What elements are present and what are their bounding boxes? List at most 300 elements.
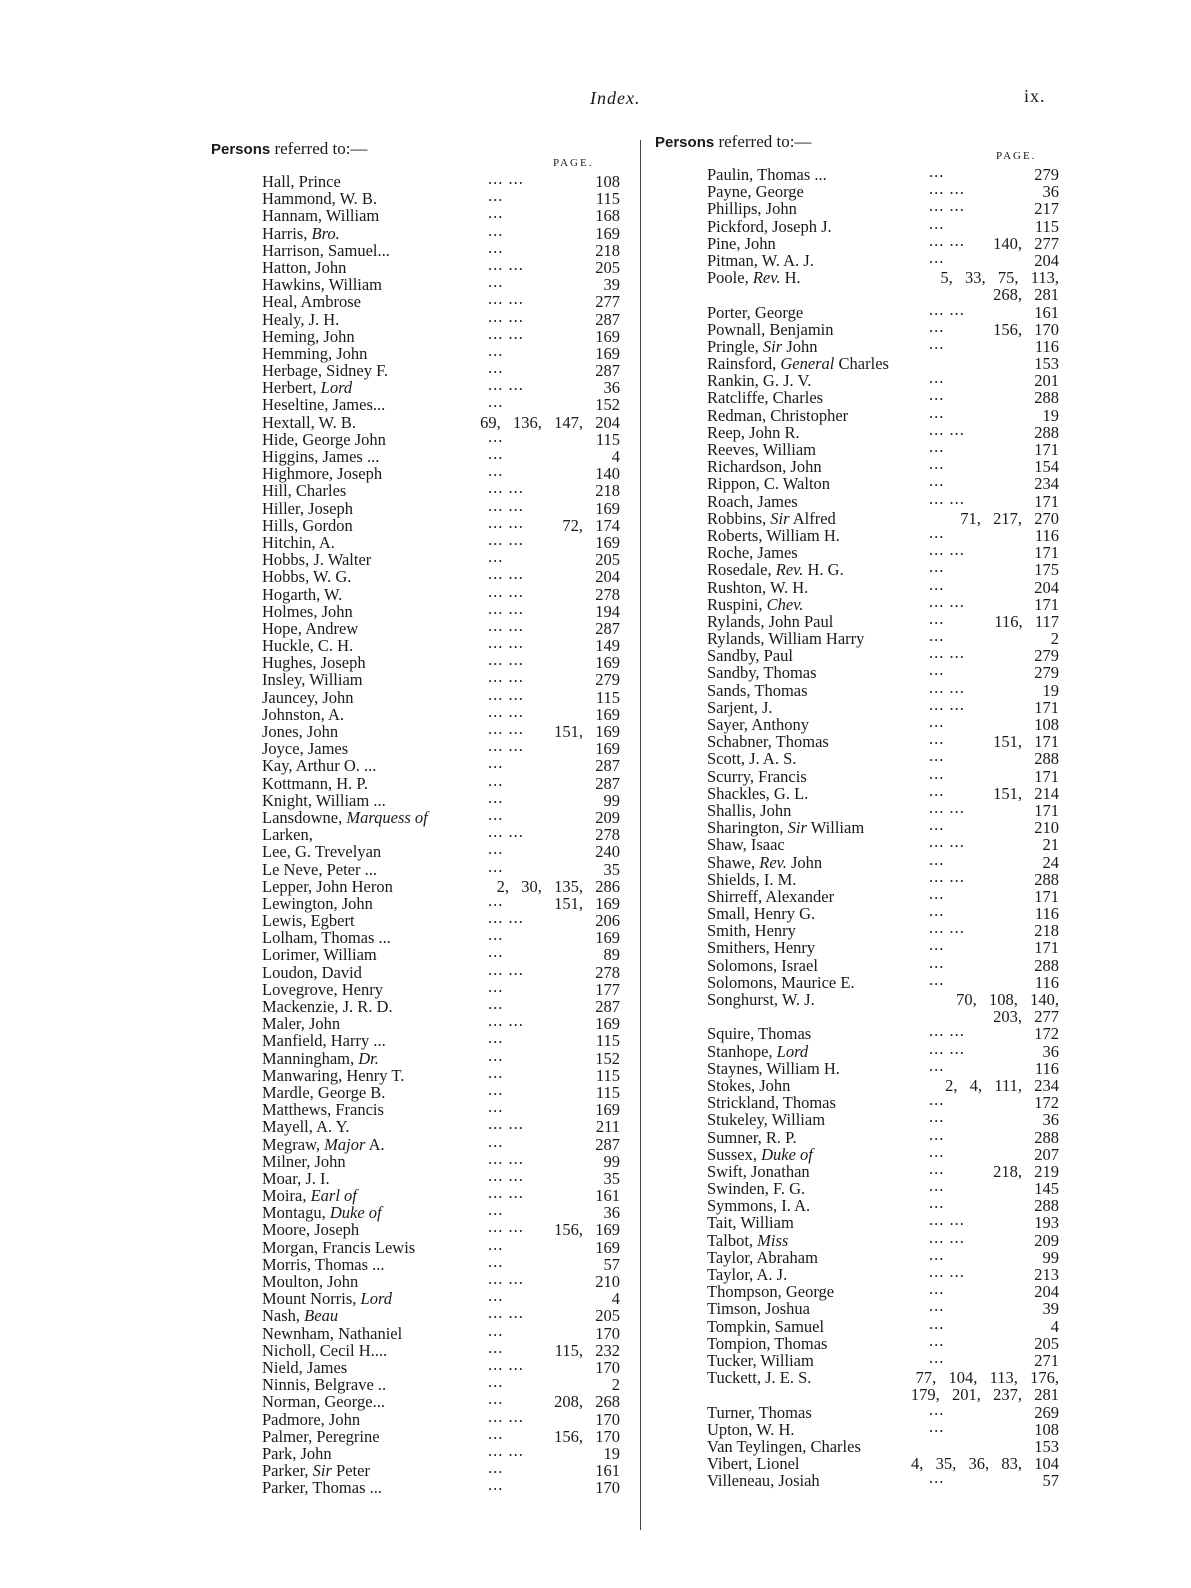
index-entry bbox=[707, 1279, 1059, 1302]
page-references: 171 bbox=[1034, 543, 1059, 563]
entry-title: Lord bbox=[360, 1289, 393, 1309]
page-references: 204 bbox=[1034, 577, 1059, 597]
page-references: 218 bbox=[595, 240, 620, 260]
entry-name: Tucker, William bbox=[707, 1350, 814, 1370]
entry-name: Hobbs, W. G. bbox=[262, 567, 352, 587]
index-entry bbox=[707, 849, 1059, 872]
index-entry bbox=[707, 471, 1059, 494]
page-references: 171 bbox=[1034, 491, 1059, 511]
entry-name: Parker, Thomas ... bbox=[262, 1478, 383, 1498]
leader-dots: ... ... bbox=[488, 1406, 524, 1426]
index-entry bbox=[262, 959, 620, 982]
page-references: 19 bbox=[1042, 680, 1059, 700]
entry-name: Rylands, John Paul bbox=[707, 611, 834, 631]
page-references: 193 bbox=[1034, 1213, 1059, 1233]
leader-dots: ... ... bbox=[488, 375, 524, 395]
index-entry bbox=[262, 701, 620, 724]
entry-name: Thompson, George bbox=[707, 1282, 835, 1302]
page-references: 278 bbox=[595, 584, 620, 604]
entry-name: Smithers, Henry bbox=[707, 938, 816, 958]
page-references: 170 bbox=[595, 1409, 620, 1429]
page-references: 288 bbox=[1034, 749, 1059, 769]
page-references: 151, 214 bbox=[993, 783, 1059, 803]
page-references: 169 bbox=[595, 739, 620, 759]
page-references: 89 bbox=[603, 945, 620, 965]
page-references: 205 bbox=[1034, 1333, 1059, 1353]
leader-dots: ... ... bbox=[929, 694, 965, 714]
leader-dots: ... bbox=[929, 333, 945, 353]
page-references: 172 bbox=[1034, 1093, 1059, 1113]
index-entry bbox=[707, 557, 1059, 580]
leader-dots: ... ... bbox=[488, 719, 524, 738]
entry-name: Hall, Prince bbox=[262, 172, 341, 191]
entry-title: Sir bbox=[770, 508, 790, 528]
entry-name: Solomons, Israel bbox=[707, 955, 818, 975]
entry-name: Moulton, John bbox=[262, 1272, 359, 1291]
leader-dots: ... bbox=[488, 856, 504, 876]
index-entry bbox=[262, 994, 620, 1016]
entry-name: Reep, John R. bbox=[707, 422, 800, 442]
page-references: 169 bbox=[595, 1237, 620, 1257]
entry-name: Healy, J. H. bbox=[262, 309, 340, 329]
index-entry bbox=[707, 179, 1059, 202]
page-references: 288 bbox=[1034, 388, 1059, 408]
page-references: 287 bbox=[595, 309, 620, 329]
page-references: 201 bbox=[1034, 371, 1059, 391]
entry-name: Rippon, C. Walton bbox=[707, 474, 831, 494]
entry-title: Rev. bbox=[752, 268, 781, 288]
page-references: 69, 136, 147, 204 bbox=[480, 412, 620, 432]
entry-name: Harris, Bro. bbox=[262, 223, 340, 243]
index-entry bbox=[262, 529, 620, 552]
page-references: 57 bbox=[1042, 1471, 1059, 1491]
page-references: 116 bbox=[1034, 972, 1059, 992]
index-entry bbox=[707, 746, 1059, 769]
page-references: 149 bbox=[595, 636, 620, 656]
page-references: 161 bbox=[595, 1461, 620, 1481]
index-entry bbox=[262, 186, 620, 209]
index-entry bbox=[707, 540, 1059, 563]
page-references: 288 bbox=[1034, 422, 1059, 442]
entry-name: Lolham, Thomas ... bbox=[262, 928, 391, 948]
entry-name: Paulin, Thomas ... bbox=[707, 165, 827, 184]
entry-name: Roche, James bbox=[707, 543, 798, 563]
leader-dots: ... bbox=[929, 1193, 945, 1213]
index-entry bbox=[707, 1313, 1059, 1336]
entry-name: Hobbs, J. Walter bbox=[262, 550, 372, 570]
page-references: 140 bbox=[595, 464, 620, 484]
page-references: 21 bbox=[1042, 835, 1059, 855]
leader-dots: ... ... bbox=[488, 512, 524, 532]
leader-dots: ... ... bbox=[488, 564, 524, 584]
page-references: 287 bbox=[595, 773, 620, 793]
index-entry bbox=[262, 306, 620, 329]
leader-dots: ... bbox=[929, 1399, 945, 1419]
entry-name: Sandby, Paul bbox=[707, 646, 794, 666]
page-references: 206 bbox=[595, 911, 620, 931]
page-references: 279 bbox=[1034, 165, 1059, 184]
page-references: 57 bbox=[603, 1254, 620, 1274]
page-references: 287 bbox=[595, 361, 620, 381]
entry-name: Tait, William bbox=[707, 1213, 794, 1233]
leader-dots: ... bbox=[929, 574, 945, 594]
leader-dots: ... bbox=[929, 385, 945, 405]
leader-dots: ... ... bbox=[488, 495, 524, 515]
page-references: 152 bbox=[595, 395, 620, 415]
entry-name: Stukeley, William bbox=[707, 1110, 826, 1130]
entry-name: Shawe, Rev. John bbox=[707, 852, 823, 872]
leader-dots: ... bbox=[488, 976, 504, 996]
leader-dots: ... bbox=[929, 712, 945, 732]
page-references: 153 bbox=[1034, 1436, 1059, 1456]
entry-name: Tompkin, Samuel bbox=[707, 1316, 825, 1336]
index-entry bbox=[262, 1045, 620, 1068]
entry-title: Lord bbox=[776, 1041, 809, 1061]
entry-name: Pitman, W. A. J. bbox=[707, 250, 814, 270]
index-entry bbox=[262, 787, 620, 810]
page-references: 269 bbox=[1034, 1402, 1059, 1422]
leader-dots: ... bbox=[929, 454, 945, 474]
index-entry bbox=[707, 1262, 1059, 1285]
leader-dots: ... ... bbox=[488, 822, 524, 842]
leader-dots: ... ... bbox=[929, 1227, 965, 1247]
index-entry bbox=[262, 1183, 620, 1206]
page-references: 168 bbox=[595, 206, 620, 226]
entry-name: Larken, bbox=[262, 825, 313, 845]
leader-dots: ... ... bbox=[488, 323, 524, 343]
leader-dots: ... bbox=[929, 969, 945, 989]
index-entry bbox=[707, 608, 1059, 631]
leader-dots: ... bbox=[488, 272, 504, 292]
entry-name: Padmore, John bbox=[262, 1409, 361, 1429]
index-entry bbox=[262, 890, 620, 913]
index-entry bbox=[262, 547, 620, 570]
leader-dots: ... ... bbox=[488, 1148, 524, 1168]
index-entry bbox=[262, 615, 620, 638]
page-references: 154 bbox=[1034, 457, 1059, 477]
index-entry bbox=[262, 272, 620, 295]
entry-title: Rev. bbox=[775, 560, 804, 580]
page-references: 99 bbox=[1042, 1247, 1059, 1267]
entry-name: Pine, John bbox=[707, 233, 776, 253]
entry-name: Vibert, Lionel bbox=[707, 1454, 800, 1474]
entry-name: Morgan, Francis Lewis bbox=[262, 1237, 416, 1257]
leader-dots: ... bbox=[488, 753, 504, 773]
leader-dots: ... ... bbox=[929, 1038, 965, 1058]
index-entry bbox=[262, 1406, 620, 1429]
entry-title: Duke of bbox=[761, 1144, 813, 1164]
index-entry bbox=[707, 437, 1059, 460]
entry-name: Hannam, William bbox=[262, 206, 380, 226]
leader-dots: ... ... bbox=[929, 677, 965, 697]
index-entry bbox=[262, 770, 620, 793]
leader-dots: ... bbox=[929, 608, 945, 628]
entry-name: Shackles, G. L. bbox=[707, 783, 809, 803]
page-references: 278 bbox=[595, 825, 620, 845]
page-references: 170 bbox=[595, 1357, 620, 1377]
entry-name: Maler, John bbox=[262, 1014, 341, 1034]
entry-name: Timson, Joshua bbox=[707, 1299, 811, 1319]
page-references: 170 bbox=[595, 1478, 620, 1498]
index-entry bbox=[262, 822, 620, 845]
leader-dots: ... ... bbox=[488, 1303, 524, 1323]
page-references: 161 bbox=[595, 1186, 620, 1206]
entry-name: Hiller, Joseph bbox=[262, 498, 353, 518]
entry-title: Dr. bbox=[358, 1048, 379, 1068]
leader-dots: ... bbox=[929, 437, 945, 457]
index-entry bbox=[262, 684, 620, 707]
index-entry bbox=[262, 1028, 620, 1051]
index-entry bbox=[707, 1193, 1059, 1216]
index-entry bbox=[707, 1158, 1059, 1181]
leader-dots: ... bbox=[488, 1423, 504, 1443]
index-entry bbox=[707, 1090, 1059, 1113]
leader-dots: ... ... bbox=[488, 633, 524, 653]
index-entry bbox=[707, 935, 1059, 958]
entry-title: Duke of bbox=[329, 1203, 382, 1223]
index-entry bbox=[262, 203, 620, 226]
leader-dots: ... bbox=[488, 787, 504, 807]
entry-name: Palmer, Peregrine bbox=[262, 1426, 380, 1446]
page-references: 287 bbox=[595, 1134, 620, 1154]
entry-name: Joyce, James bbox=[262, 739, 349, 759]
page-references: 171 bbox=[1034, 766, 1059, 786]
index-entry bbox=[707, 1330, 1059, 1353]
entry-name: Shaw, Isaac bbox=[707, 835, 785, 855]
page-references: 205 bbox=[595, 550, 620, 570]
entry-name: Insley, William bbox=[262, 670, 363, 690]
entry-name: Heming, John bbox=[262, 326, 355, 346]
index-entry bbox=[707, 1369, 1059, 1403]
leader-dots: ... bbox=[488, 1097, 504, 1117]
entry-name: Roach, James bbox=[707, 491, 798, 511]
heading-bold: Persons bbox=[211, 141, 271, 158]
heading-bold: Persons bbox=[655, 134, 715, 151]
index-entry bbox=[262, 1131, 620, 1154]
entry-title: Lord bbox=[320, 378, 353, 398]
entry-title: Beau bbox=[304, 1306, 339, 1326]
leader-dots: ... ... bbox=[488, 1165, 524, 1185]
page-references: 99 bbox=[603, 1151, 620, 1171]
index-entry bbox=[262, 633, 620, 656]
page-references: 4 bbox=[1050, 1316, 1059, 1336]
entry-name: Parker, Sir Peter bbox=[262, 1461, 370, 1481]
entry-name: Hills, Gordon bbox=[262, 515, 353, 535]
entry-name: Lansdowne, Marquess of bbox=[262, 807, 428, 827]
leader-dots: ... bbox=[929, 1124, 945, 1144]
index-entry bbox=[707, 1021, 1059, 1044]
page-references: 205 bbox=[595, 257, 620, 277]
index-entry bbox=[707, 385, 1059, 408]
leader-dots: ... ... bbox=[488, 1114, 524, 1134]
leader-dots: ... ... bbox=[929, 797, 965, 817]
page-references: 194 bbox=[595, 601, 620, 621]
leader-dots: ... bbox=[488, 1251, 504, 1271]
entry-name: Rosedale, Rev. H. G. bbox=[707, 560, 844, 580]
entry-name: Heal, Ambrose bbox=[262, 292, 361, 312]
page-references: 211 bbox=[595, 1117, 620, 1137]
page-references: 36 bbox=[1042, 1041, 1059, 1061]
index-entry bbox=[707, 488, 1059, 511]
page-references: 115 bbox=[1034, 216, 1059, 236]
page-references: 35 bbox=[603, 859, 620, 879]
entry-name: Matthews, Francis bbox=[262, 1100, 384, 1120]
index-entry bbox=[262, 1475, 620, 1498]
leader-dots: ... ... bbox=[488, 1269, 524, 1288]
page-references: 170 bbox=[595, 1323, 620, 1343]
entry-name: Schabner, Thomas bbox=[707, 732, 829, 752]
leader-dots: ... ... bbox=[488, 1440, 524, 1460]
entry-name: Sumner, R. P. bbox=[707, 1127, 797, 1147]
page-references: 115 bbox=[595, 687, 620, 707]
entry-name: Squire, Thomas bbox=[707, 1024, 812, 1044]
leader-dots: ... ... bbox=[929, 643, 965, 663]
entry-name: Moar, J. I. bbox=[262, 1168, 330, 1188]
leader-dots: ... ... bbox=[488, 598, 524, 618]
leader-dots: ... ... bbox=[488, 1183, 524, 1203]
right-column-heading bbox=[655, 132, 811, 152]
leader-dots: ... ... bbox=[929, 419, 965, 439]
page-references: 161 bbox=[1034, 302, 1059, 322]
entry-name: Hitchin, A. bbox=[262, 532, 335, 552]
page-references: 171 bbox=[1034, 594, 1059, 614]
page-references: 116 bbox=[1034, 525, 1059, 545]
running-title: Index. bbox=[590, 88, 641, 108]
entry-name: Ratcliffe, Charles bbox=[707, 388, 824, 408]
entry-name: Richardson, John bbox=[707, 457, 822, 477]
page-references: 279 bbox=[1034, 663, 1059, 683]
entry-name: Scurry, Francis bbox=[707, 766, 807, 786]
leader-dots: ... bbox=[488, 186, 504, 206]
page-references: 77, 104, 113, 176, 179, 201, 237, 281 bbox=[910, 1368, 1059, 1405]
index-entry bbox=[262, 1011, 620, 1034]
leader-dots: ... bbox=[488, 1337, 504, 1357]
entry-name: Staynes, William H. bbox=[707, 1058, 840, 1078]
leader-dots: ... bbox=[929, 626, 945, 646]
page-references: 151, 169 bbox=[554, 722, 620, 741]
index-entry bbox=[707, 213, 1059, 236]
index-entry bbox=[262, 1423, 620, 1446]
entry-name: Pownall, Benjamin bbox=[707, 319, 834, 339]
index-entry bbox=[262, 461, 620, 484]
page-references: 171 bbox=[1034, 800, 1059, 820]
leader-dots: ... bbox=[929, 1416, 945, 1436]
page-references: 116, 117 bbox=[994, 611, 1059, 631]
index-entry bbox=[707, 797, 1059, 820]
leader-dots: ... ... bbox=[929, 1021, 965, 1041]
leader-dots: ... bbox=[929, 901, 945, 921]
page-references: 115 bbox=[595, 429, 620, 449]
entry-title: Major bbox=[324, 1134, 366, 1154]
index-entry bbox=[262, 340, 620, 363]
leader-dots: ... ... bbox=[488, 684, 524, 704]
page-references: 218, 219 bbox=[993, 1161, 1059, 1181]
index-entry bbox=[707, 694, 1059, 717]
entry-name: Sarjent, J. bbox=[707, 697, 773, 717]
entry-title: Rev. bbox=[759, 852, 787, 872]
entry-name: Porter, George bbox=[707, 302, 804, 322]
page-references: 5, 33, 75, 113, 268, 281 bbox=[940, 268, 1059, 305]
page-references: 287 bbox=[595, 997, 620, 1016]
page-references: 2, 30, 135, 286 bbox=[496, 876, 620, 896]
index-entry bbox=[707, 815, 1059, 838]
index-entry bbox=[262, 719, 620, 741]
index-entry bbox=[262, 667, 620, 690]
page-references: 288 bbox=[1034, 955, 1059, 975]
entry-name: Songhurst, W. J. bbox=[707, 990, 815, 1010]
entry-name: Stanhope, Lord bbox=[707, 1041, 809, 1061]
leader-dots: ... bbox=[929, 1244, 945, 1264]
index-entry bbox=[262, 1320, 620, 1343]
entry-name: Moira, Earl of bbox=[262, 1186, 357, 1206]
heading-rest: referred to:— bbox=[274, 139, 368, 158]
index-entry bbox=[262, 804, 620, 827]
leader-dots: ... bbox=[488, 392, 504, 412]
page-references: 288 bbox=[1034, 1127, 1059, 1147]
entry-name: Nield, James bbox=[262, 1357, 348, 1377]
page-references: 210 bbox=[595, 1272, 620, 1291]
leader-dots: ... bbox=[929, 471, 945, 491]
leader-dots: ... bbox=[929, 763, 945, 783]
entry-name: Nash, Beau bbox=[262, 1306, 339, 1326]
index-entry bbox=[707, 660, 1059, 683]
page-references: 70, 108, 140, 203, 277 bbox=[956, 990, 1059, 1027]
index-entry bbox=[707, 1107, 1059, 1130]
leader-dots: ... bbox=[488, 770, 504, 790]
entry-name: Manfield, Harry ... bbox=[262, 1031, 386, 1051]
leader-dots: ... bbox=[488, 1079, 504, 1099]
right-page-label: PAGE. bbox=[996, 150, 1037, 162]
leader-dots: ... bbox=[488, 1475, 504, 1495]
entry-name: Hammond, W. B. bbox=[262, 189, 378, 209]
left-column-heading bbox=[211, 139, 367, 159]
page-references: 4, 35, 36, 83, 104 bbox=[911, 1454, 1059, 1474]
index-entry bbox=[707, 230, 1059, 253]
right-index-column bbox=[707, 162, 1059, 1491]
index-entry bbox=[262, 1200, 620, 1223]
index-entry bbox=[262, 1337, 620, 1360]
entry-name: Park, John bbox=[262, 1443, 332, 1463]
page-references: 279 bbox=[595, 670, 620, 690]
index-entry bbox=[707, 832, 1059, 855]
page-references: 234 bbox=[1034, 474, 1059, 494]
page-references: 2 bbox=[1050, 629, 1059, 649]
index-entry bbox=[707, 522, 1059, 545]
index-entry bbox=[262, 1372, 620, 1395]
page-references: 169 bbox=[595, 223, 620, 243]
page-references: 116 bbox=[1034, 904, 1059, 924]
entry-name: Hatton, John bbox=[262, 257, 347, 277]
page-references: 171 bbox=[1034, 886, 1059, 906]
leader-dots: ... bbox=[929, 522, 945, 542]
page-references: 152 bbox=[595, 1048, 620, 1068]
index-entry bbox=[262, 414, 620, 431]
leader-dots: ... bbox=[929, 1279, 945, 1299]
index-entry bbox=[262, 254, 620, 277]
index-entry bbox=[262, 1303, 620, 1326]
entry-name: Shirreff, Alexander bbox=[707, 886, 835, 906]
page-references: 175 bbox=[1034, 560, 1059, 580]
page-references: 169 bbox=[595, 653, 620, 673]
index-entry bbox=[262, 1251, 620, 1274]
page-references: 204 bbox=[595, 567, 620, 587]
entry-name: Rushton, W. H. bbox=[707, 577, 809, 597]
leader-dots: ... bbox=[488, 547, 504, 567]
entry-name: Rainsford, General Charles bbox=[707, 354, 889, 374]
index-entry bbox=[262, 1389, 620, 1412]
index-entry bbox=[262, 358, 620, 381]
index-entry bbox=[262, 581, 620, 604]
